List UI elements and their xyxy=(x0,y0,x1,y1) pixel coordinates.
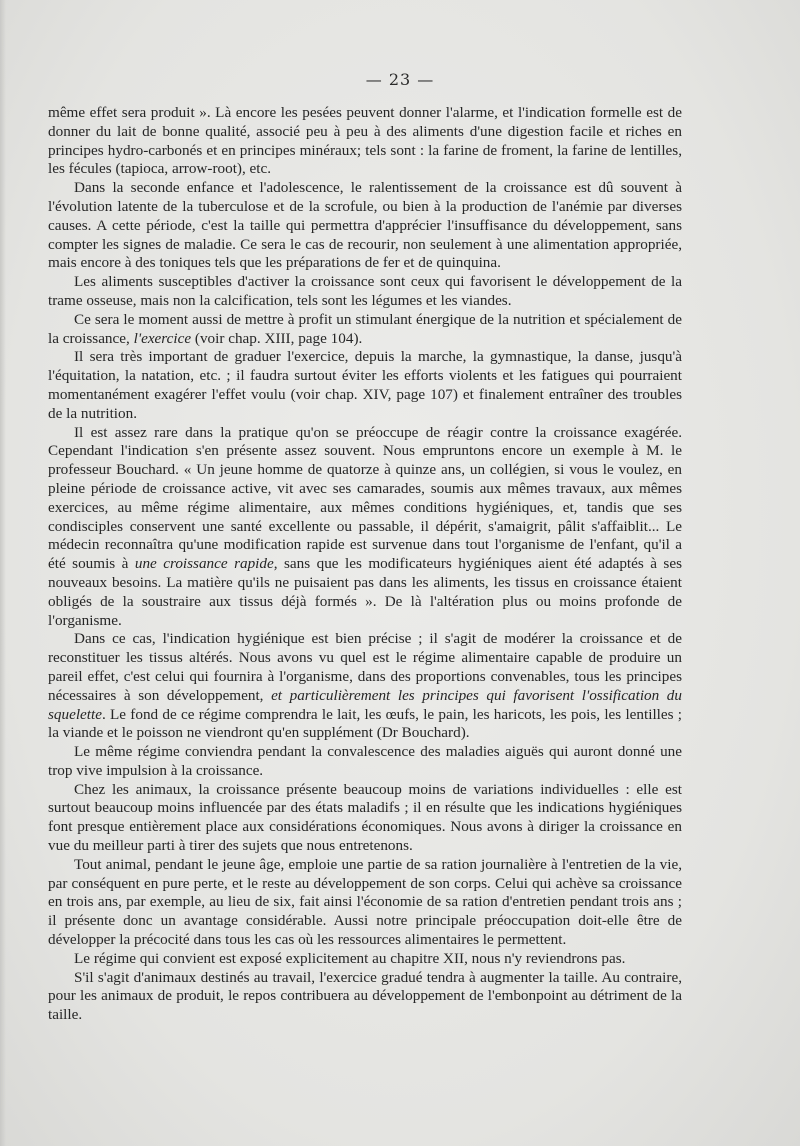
text-run: Chez les animaux, la croissance présente beaucoup moins de variations individuelles : elle est surtout beaucoup moins influencée par des états maladifs ; il en résulte que les indications hygiéniques font presque entièrement place aux considérations économiques. Nous avons à diriger la croissance en vue du meilleur parti à tirer des sujets que nous entretenons. xyxy=(48,780,682,855)
italic-text-run: l'exercice xyxy=(133,329,192,347)
page-edge-shadow xyxy=(0,0,6,1146)
text-run: S'il s'agit d'animaux destinés au travail, l'exercice gradué tendra à augmenter la taille. Au contraire, pour les animaux de produit, le repos contribuera au développement de l'embonpoint au détriment de la taille. xyxy=(48,968,682,1024)
paragraph xyxy=(48,743,682,781)
text-run: , sans que les modificateurs hygiéniques aient été adaptés à ses nouveaux besoins. La matière qu'ils ne puisaient pas dans les aliments, les tissus en croissance étaient obligés de la soustraire aux tissus déjà formés ». De là l'altération plus ou moins profonde de l'organisme. xyxy=(48,555,682,629)
text-run: Dans ce cas, l'indication hygiénique est bien précise ; il s'agit de modérer la croissance et de reconstituer les tissus altérés. Nous avons vu quel est le régime alimentaire capable de produire un pareil effet, c'est celui qui fournira à l'organisme, dans des proportions convenables, tous les principes nécessaires à son développement, xyxy=(48,630,682,704)
text-run: Il est assez rare dans la pratique qu'on se préoccupe de réagir contre la croissance exagérée. Cependant l'indication s'en présente assez souvent. Nous empruntons encore un exemple à M. le professeur Bouchard. « Un jeune homme de quatorze à quinze ans, un collégien, si vous le voulez, en pleine période de croissance active, vit avec ses camarades, soumis aux mêmes travaux, aux mêmes exercices, au même régime alimentaire, aux mêmes conditions hygiéniques, et, tandis que ses condisciples conservent une santé excellente ou passable, il dépérit, s'amaigrit, pâlit s'affaiblit... Le médecin reconnaîtra qu'une modification rapide est survenue dans tout l'organisme de l'enfant, qu'il a été soumis à xyxy=(48,423,682,573)
text-run: Ce sera le moment aussi de mettre à profit un stimulant énergique de la nutrition et spécialement de la croissance, xyxy=(48,310,682,347)
text-run: Le régime qui convient est exposé explicitement au chapitre XII, nous n'y reviendrons pas. xyxy=(74,949,626,967)
paragraph xyxy=(48,104,682,179)
text-run: . Le fond de ce régime comprendra le lait, les œufs, le pain, les haricots, les pois, les lentilles ; la viande et le poisson ne viendront qu'en supplément (Dr Bouchard). xyxy=(48,705,682,742)
page-number: — 23 — xyxy=(365,70,435,89)
text-run: même effet sera produit ». Là encore les pesées peuvent donner l'alarme, et l'indication formelle est de donner du lait de bonne qualité, associé peu à peu à des aliments d'une digestion facile et riches en principes hydro-carbonés et en principes minéraux; tels sont : la farine de froment, la farine de lentilles, les fécules (tapioca, arrow-root), etc. xyxy=(48,104,682,178)
text-run: Il sera très important de graduer l'exercice, depuis la marche, la gymnastique, la danse, jusqu'à l'équitation, la natation, etc. ; il faudra surtout éviter les efforts violents et les fatigues qui pourraient momentanément exagérer l'effet voulu (voir chap. XIV, page 107) et finalement entraîner des troubles de la nutrition. xyxy=(48,348,682,422)
body-text xyxy=(48,104,682,1025)
paragraph xyxy=(48,856,682,950)
italic-text-run: une croissance rapide xyxy=(134,555,274,573)
paragraph xyxy=(48,348,682,423)
paragraph xyxy=(48,424,682,631)
paragraph xyxy=(48,273,682,311)
text-run: Tout animal, pendant le jeune âge, emploie une partie de sa ration journalière à l'entretien de la vie, par conséquent en pure perte, et le reste au développement de son corps. Celui qui achève sa croissance en trois ans, par exemple, au lieu de six, fait ainsi l'économie de sa ration d'entretien pendant trois ans ; il présente donc un avantage considérable. Aussi notre principale préoccupation doit-elle être de développer la précocité dans tous les cas où les ressources alimentaires le permettent. xyxy=(48,855,682,949)
text-run: Le même régime conviendra pendant la convalescence des maladies aiguës qui auront donné une trop vive impulsion à la croissance. xyxy=(48,743,682,779)
paragraph xyxy=(48,311,682,349)
paragraph xyxy=(48,969,682,1025)
paragraph xyxy=(48,179,682,273)
paragraph xyxy=(48,950,682,969)
italic-text-run: et particulièrement les principes qui favorisent l'ossification du squelette xyxy=(48,686,682,723)
text-run: (voir chap. XIII, page 104). xyxy=(191,329,363,347)
text-run: Dans la seconde enfance et l'adolescence, le ralentissement de la croissance est dû souvent à l'évolution latente de la tuberculose et de la scrofule, ou bien à la production de l'anémie par diverses causes. A cette période, c'est la taille qui permettra d'apprécier l'insuffisance du développement, sans compter les signes de maladie. Ce sera le cas de recourir, non seulement à une alimentation appropriée, mais encore à des toniques tels que les préparations de fer et de quinquina. xyxy=(48,179,682,272)
text-run: Les aliments susceptibles d'activer la croissance sont ceux qui favorisent le développement de la trame osseuse, mais non la calcification, tels sont les légumes et les viandes. xyxy=(48,273,682,309)
paragraph xyxy=(48,630,682,743)
paragraph xyxy=(48,781,682,856)
